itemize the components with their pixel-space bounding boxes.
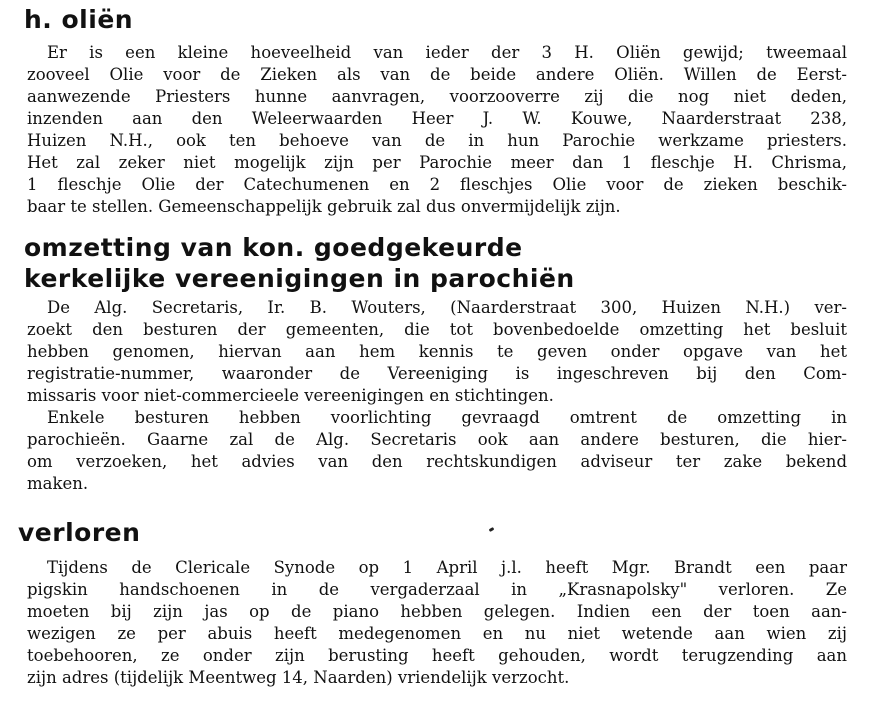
- paragraph-line: registratie-nummer, waaronder de Vereeniging is ingeschreven bij den Com-: [27, 364, 847, 383]
- paragraph-line: inzenden aan den Weleerwaarden Heer J. W. Kouwe, Naarderstraat 238,: [27, 109, 847, 128]
- paragraph-line: pigskin handschoenen in de vergaderzaal in „Krasnapolsky" verloren. Ze: [27, 580, 847, 599]
- paragraph-line: Het zal zeker niet mogelijk zijn per Parochie meer dan 1 fleschje H. Chrisma,: [27, 153, 847, 172]
- paragraph-line: toebehooren, ze onder zijn berusting heeft gehouden, wordt terugzending aan: [27, 646, 847, 665]
- heading-omzetting-line-1: omzetting van kon. goedgekeurde: [24, 233, 523, 262]
- paragraph-line: zooveel Olie voor de Zieken als van de beide andere Oliën. Willen de Eerst-: [27, 65, 847, 84]
- paragraph-line: hebben genomen, hiervan aan hem kennis te geven onder opgave van het: [27, 342, 847, 361]
- paragraph-line: Enkele besturen hebben voorlichting gevraagd omtrent de omzetting in: [47, 408, 847, 427]
- paragraph-line: wezigen ze per abuis heeft medegenomen en nu niet wetende aan wien zij: [27, 624, 847, 643]
- paragraph-line: zoekt den besturen der gemeenten, die tot bovenbedoelde omzetting het besluit: [27, 320, 847, 339]
- heading-verloren: verloren: [18, 518, 141, 547]
- paragraph-line: Tijdens de Clericale Synode op 1 April j.l. heeft Mgr. Brandt een paar: [47, 558, 847, 577]
- paragraph-line: parochieën. Gaarne zal de Alg. Secretaris ook aan andere besturen, die hier-: [27, 430, 847, 449]
- paragraph-line: moeten bij zijn jas op de piano hebben gelegen. Indien een der toen aan-: [27, 602, 847, 621]
- heading-omzetting-line-2: kerkelijke vereenigingen in parochiën: [24, 264, 575, 293]
- paragraph-line: De Alg. Secretaris, Ir. B. Wouters, (Naarderstraat 300, Huizen N.H.) ver-: [47, 298, 847, 317]
- paragraph-line: missaris voor niet-commercieele vereenigingen en stichtingen.: [27, 386, 554, 405]
- paragraph-line: aanwezende Priesters hunne aanvragen, voorzooverre zij die nog niet deden,: [27, 87, 847, 106]
- paragraph-line: Huizen N.H., ook ten behoeve van de in hun Parochie werkzame priesters.: [27, 131, 847, 150]
- paragraph-line: 1 fleschje Olie der Catechumenen en 2 fleschjes Olie voor de zieken beschik-: [27, 175, 847, 194]
- paragraph-line: maken.: [27, 474, 89, 493]
- paragraph-line: Er is een kleine hoeveelheid van ieder der 3 H. Oliën gewijd; tweemaal: [47, 43, 847, 62]
- paragraph-line: zijn adres (tijdelijk Meentweg 14, Naarden) vriendelijk verzocht.: [27, 668, 570, 687]
- paragraph-line: om verzoeken, het advies van den rechtskundigen adviseur ter zake bekend: [27, 452, 847, 471]
- print-speck: [489, 527, 495, 532]
- heading-olien: h. oliën: [24, 5, 134, 34]
- paragraph-line: baar te stellen. Gemeenschappelijk gebruik zal dus onvermijdelijk zijn.: [27, 197, 621, 216]
